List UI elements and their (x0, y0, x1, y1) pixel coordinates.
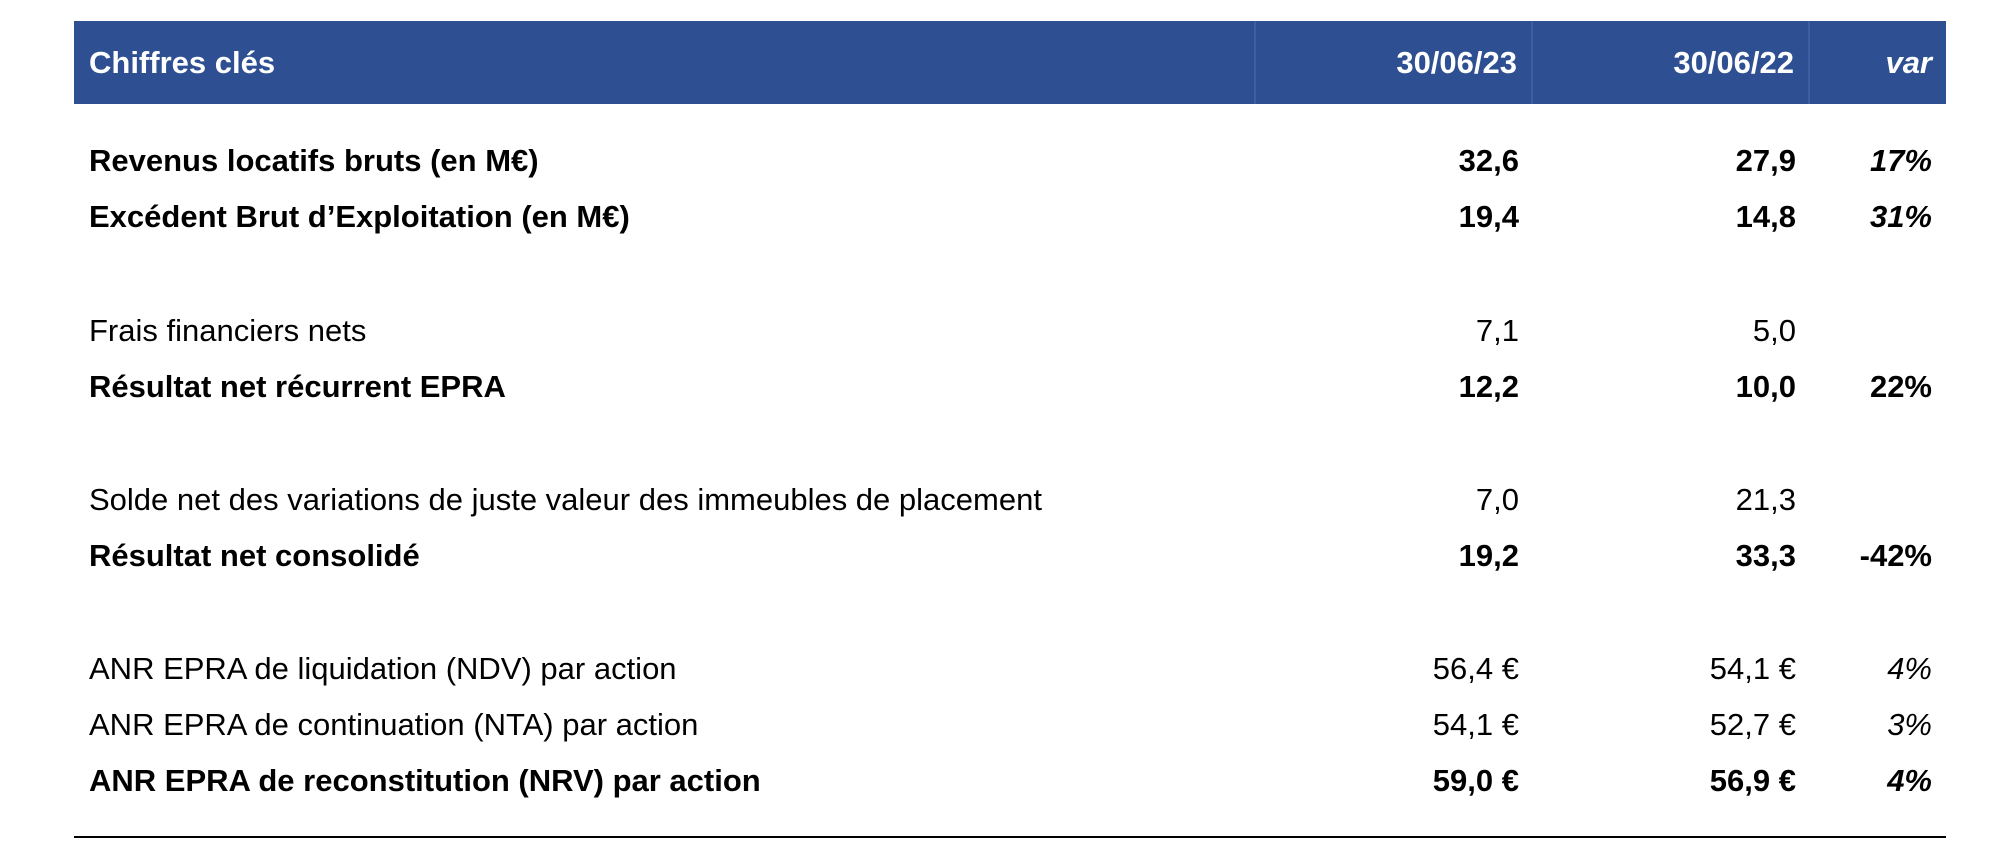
row-label: Résultat net récurrent EPRA (89, 369, 506, 404)
row-value-2022: 54,1 € (1709, 651, 1796, 686)
row-value-2023: 54,1 € (1432, 707, 1519, 742)
row-value-2023: 56,4 € (1432, 651, 1519, 686)
row-value-2022: 33,3 (1735, 538, 1796, 573)
row-value-2023: 7,0 (1475, 482, 1519, 517)
row-value-2023: 59,0 € (1432, 763, 1519, 798)
row-label: Frais financiers nets (89, 313, 367, 348)
row-label: Résultat net consolidé (89, 538, 420, 573)
table-row (74, 641, 1946, 697)
row-variation: 31% (1869, 199, 1932, 234)
key-figures-table (74, 21, 1946, 809)
table-row (74, 359, 1946, 415)
row-value-2022: 14,8 (1735, 199, 1796, 234)
row-value-2023: 12,2 (1458, 369, 1519, 404)
table-row (74, 133, 1946, 189)
row-variation: 17% (1869, 143, 1932, 178)
section-gap (74, 415, 1946, 472)
row-label: Excédent Brut d’Exploitation (en M€) (89, 199, 630, 234)
table-row (74, 528, 1946, 584)
section-gap (74, 584, 1946, 641)
table-row (74, 189, 1946, 245)
header-gap (74, 104, 1946, 133)
row-variation: -42% (1859, 538, 1932, 573)
row-value-2022: 5,0 (1752, 313, 1796, 348)
row-value-2023: 32,6 (1458, 143, 1519, 178)
table-header (74, 21, 1946, 104)
row-value-2023: 7,1 (1475, 313, 1519, 348)
row-variation: 22% (1869, 369, 1932, 404)
row-value-2022: 10,0 (1735, 369, 1796, 404)
row-label: ANR EPRA de reconstitution (NRV) par action (89, 763, 761, 798)
header-title: Chiffres clés (74, 21, 1256, 104)
row-label: ANR EPRA de continuation (NTA) par action (89, 707, 699, 742)
row-variation: 4% (1887, 651, 1932, 686)
row-label: Revenus locatifs bruts (en M€) (89, 143, 539, 178)
row-value-2022: 27,9 (1735, 143, 1796, 178)
row-value-2022: 56,9 € (1709, 763, 1796, 798)
header-date-2023: 30/06/23 (1256, 21, 1533, 104)
table-row (74, 472, 1946, 528)
table-row (74, 303, 1946, 359)
section-gap (74, 245, 1946, 303)
header-variation: var (1885, 44, 1932, 80)
table-row (74, 753, 1946, 809)
row-value-2022: 21,3 (1735, 482, 1796, 517)
row-variation: 3% (1887, 707, 1932, 742)
table-row (74, 697, 1946, 753)
row-value-2023: 19,2 (1458, 538, 1519, 573)
bottom-divider (74, 836, 1946, 838)
row-variation: 4% (1887, 763, 1932, 798)
row-label: ANR EPRA de liquidation (NDV) par action (89, 651, 677, 686)
header-date-2022: 30/06/22 (1533, 21, 1810, 104)
row-value-2022: 52,7 € (1709, 707, 1796, 742)
row-value-2023: 19,4 (1458, 199, 1519, 234)
row-label: Solde net des variations de juste valeur des immeubles de placement (89, 482, 1042, 517)
